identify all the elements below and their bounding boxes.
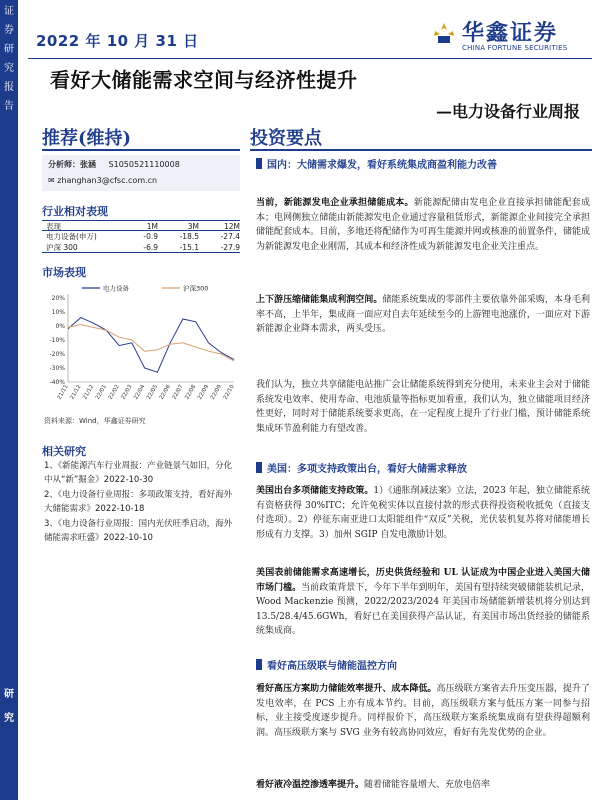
sidebar-bottom-text: 研 究 [4,689,14,724]
report-title: 看好大储能需求空间与经济性提升 [50,68,358,92]
x-tick-label: 22/09 [197,384,211,401]
report-date: 2022 年 10 月 31 日 [36,32,199,50]
table-header-row: 表现 1M 3M 12M [42,220,240,231]
y-tick-label: -30% [49,365,65,372]
legend-label: 电力设备 [103,284,129,293]
y-tick-label: -20% [49,351,65,358]
company-logo [432,14,592,54]
x-tick-label: 22/08 [184,384,198,401]
x-tick-label: 22/06 [158,384,172,401]
paragraph-4: 美国出台多项储能支持政策。1）《通胀削减法案》立法，2023 年起，独立储能系统有资格获得 30%ITC；允许免税实体以直接付款的形式获得投资税收抵免（直接支付选项）。2）停征东南亚进口太阳能组件“双反”关税，光伏装机复苏将对储能增长形成有力支撑。3）加州 SGIP 自发电激励计划。 [256,486,590,540]
paragraph-6: 看好高压方案助力储能效率提升、成本降低。高压级联方案省去升压变压器，提升了发电效率，在 PCS 上亦有成本节约。目前，高压级联方案与低压方案一同参与招标，业主接受度逐步提升。同样报价下，高压级联方案系统集成商有望获得超额利润。高压级联方案与 SVG 业务有较高协同效应，看好有先发优势的企业。 [256,684,590,738]
heading-bar [256,158,262,169]
related-section-title: 相关研究 [42,445,86,458]
x-tick-label: 22/05 [145,384,160,401]
related-research-list [44,460,240,547]
paragraph-2: 上下游压缩储能集成利润空间。储能系统集成的零部件主要依靠外部采购，本身毛利率不高，上半年，集成商一面应对自去年延续至今的上游锂电池涨价，一面应对下游新能源企业降本需求，两头受压。 [256,295,590,335]
y-tick-label: -10% [49,337,65,344]
series-line [68,318,234,373]
x-tick-label: 22/03 [120,384,134,401]
x-tick-label: 22/02 [107,384,121,401]
market-performance-chart [42,282,240,414]
y-tick-label: 20% [51,295,65,302]
right-column-rule [250,149,592,151]
list-item[interactable]: 1、《新能源汽车行业周报：产业链景气如旧，分化中从“新”掘金》2022-10-30 [44,461,233,485]
x-tick-label: 21/11 [56,384,70,401]
analyst-cert: S1050521110008 [108,160,180,169]
rating-heading: 推荐(维持) [42,128,132,149]
table-row: 沪深 300 -6.9 -15.1 -27.9 [42,242,240,253]
x-tick-label: 22/09 [209,384,223,401]
x-tick-label: 22/04 [133,384,147,401]
y-tick-label: 10% [51,309,65,316]
market-section-title: 市场表现 [42,266,86,279]
performance-table [42,220,240,253]
paragraph-1: 当前，新能源发电企业承担储能成本。新能源配储由发电企业直接承担储能配套成本；电网侧独立储能由新能源发电企业通过容量租赁形式，新能源企业间接完全承担储能配套成本。目前，多地还将配储作为可再生能源并网或核准的前置条件，储能成为新能源发电企业刚需，其成本和经济性成为新能源发电企业关注重点。 [256,198,590,252]
section-heading-domestic: 国内：大储需求爆发，看好系统集成商盈利能力改善 [256,158,590,174]
table-row: 电力设备(申万) -0.9 -18.5 -27.4 [46,232,240,241]
sidebar-top-text: 证 券 研 究 报 告 [4,6,14,112]
left-column-rule [42,149,240,151]
analyst-name: 分析师：张涵 [48,160,96,169]
x-tick-label: 21/12 [82,384,96,401]
section-heading-us: 美国：多项支持政策出台，看好大储需求释放 [256,462,590,478]
analyst-email[interactable]: zhanghan3@cfsc.com.cn [57,176,158,185]
y-tick-label: -40% [49,379,65,386]
legend-label: 沪深300 [183,284,209,293]
x-tick-label: 22/10 [222,384,236,401]
chart-source: 资料来源：Wind，华鑫证券研究 [44,417,146,425]
heading-bar [256,462,262,473]
section-heading-hv-cascade: 看好高压级联与储能温控方向 [256,659,590,675]
paragraph-5: 美国表前储能需求高速增长，历史供货经验和 UL 认证成为中国企业进入美国大储市场门槛。当前政策背景下，今年下半年到明年，美国有望持续突破储能装机记录，Wood Mackenzie 预测，2022/2023/2024 年美国市场储能新增装机将分别达到 13.5/28.4/45.6GWh，看好已在美国获得产品认证，有美国市场出货经验的储能系统集成商。 [256,568,590,637]
list-item[interactable]: 2、《电力设备行业周报：多项政策支持，看好海外大储能需求》2022-10-18 [44,490,233,514]
list-item[interactable]: 3、《电力设备行业周报：国内光伏旺季启动，海外储能需求旺盛》2022-10-10 [44,519,233,543]
logo-chinese-name: 华鑫证券 [462,21,559,46]
report-subtitle: —电力设备行业周报 [435,102,580,121]
heading-bar [256,659,262,670]
paragraph-3: 我们认为，独立共享储能电站推广会让储能系统得到充分使用，未来业主会对于储能系统发电效率、使用寿命、电池质量等指标更加看重，我们认为，独立储能项目经济性更好，同时对于储能系统要求更高，在一定程度上提升了行业门槛，预计储能系统集成环节盈利能力有望改善。 [256,380,590,434]
x-tick-label: 21/12 [69,384,83,401]
x-tick-label: 22/07 [171,384,185,401]
analyst-box [42,155,240,191]
logo-mark-icon [432,22,456,44]
key-points-heading: 投资要点 [250,128,322,149]
header-divider [28,58,592,59]
paragraph-7: 看好液冷温控渗透率提升。随着储能容量增大、充放电倍率 [256,780,491,790]
perf-section-title: 行业相对表现 [42,205,108,218]
sidebar-strip [0,0,18,800]
logo-english-name: CHINA FORTUNE SECURITIES [462,44,568,52]
y-tick-label: 0% [55,323,65,330]
mail-icon: ✉ [48,176,55,185]
x-tick-label: 22/01 [94,384,109,401]
